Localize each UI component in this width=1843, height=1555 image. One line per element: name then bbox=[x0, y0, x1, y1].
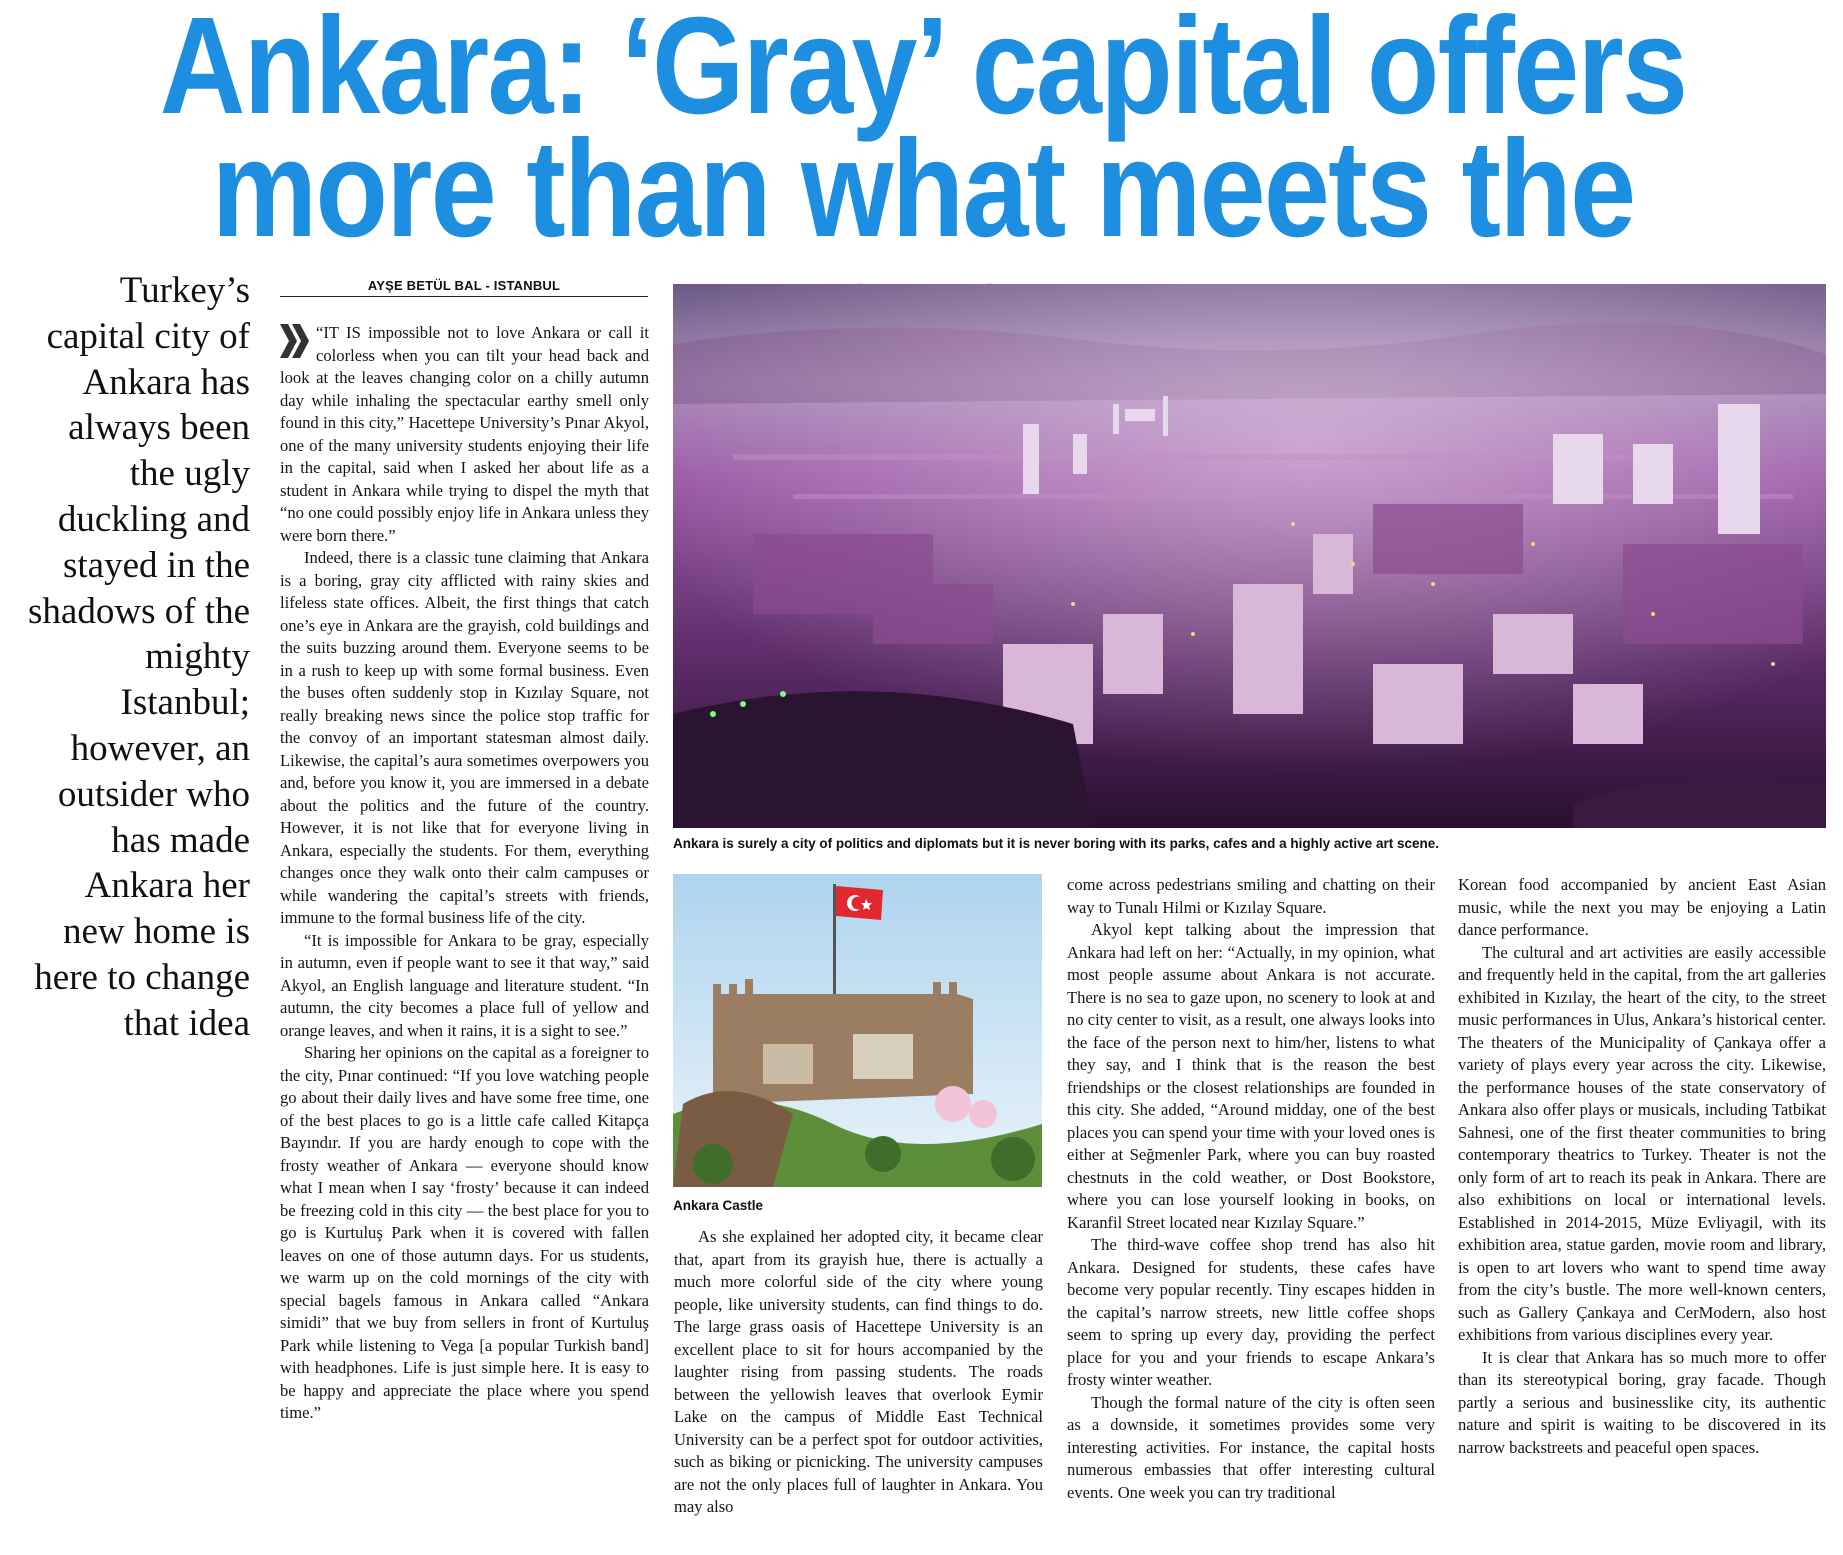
paragraph-continuation: Korean food accompanied by ancient East Asian music, while the next you may be enjoying a Latin dance performance. bbox=[1458, 875, 1826, 939]
paragraph: As she explained her adopted city, it became clear that, apart from its grayish hue, there is actually a much more colorful side of the city where young people, like university students, can find things to do. The large grass oasis of Hacettepe University is an excellent place to sit for hours accompanied by the laughter rising from passing students. The roads between the yellowish leaves that overlook Eymir Lake on the campus of Middle East Technical University can be a perfect spot for outdoor activities, such as biking or picnicking. The university campuses are not the only places full of laughter in Ankara. You may also bbox=[674, 1227, 1043, 1516]
ankara-castle-photo bbox=[673, 874, 1042, 1187]
main-photo-caption: Ankara is surely a city of politics and diplomats but it is never boring with its parks, cafes and a highly active art scene. bbox=[673, 836, 1439, 851]
paragraph-continuation: come across pedestrians smiling and chatting on their way to Tunalı Hilmi or Kızılay Square. bbox=[1067, 875, 1435, 917]
byline: AYŞE BETÜL BAL - ISTANBUL bbox=[280, 278, 648, 297]
ankara-cityscape-photo bbox=[673, 284, 1826, 828]
paragraph: Akyol kept talking about the impression that Ankara had left on her: “Actually, in my opinion, what most people assume about Ankara is not accurate. There is no sea to gaze upon, no scenery to look at and no city center to visit, as a result, one always looks into the face of the person next to him/her, listens to what they say, and I think that is the reason the best friendships or the closest relationships are founded in this city. She added, “Around midday, one of the best places you can spend your time with your loved ones is either at Seğmenler Park, where you can buy roasted chestnuts in the cold weather, or Dost Bookstore, where you can lose yourself looking in books, on Karanfil Street located near Kızılay Square.” bbox=[1067, 920, 1435, 1232]
paragraph: It is clear that Ankara has so much more to offer than its stereotypical boring, gray facade. Though partly a serious and businesslike city, its authentic nature and spirit is waiting to be discovered in its narrow backstreets and peaceful open spaces. bbox=[1458, 1347, 1826, 1457]
paragraph: Sharing her opinions on the capital as a foreigner to the city, Pınar continued: “If you love watching people go about their daily lives and have some free time, one of the best places to go is a little cafe called Kitapça Bayındır. If you are hardy enough to cope with the frosty weather of Ankara — everyone should know what I mean when I say ‘frosty’ because it can indeed be freezing cold in this city — the best place for you to go is Kurtuluş Park when it is covered with fallen leaves on one of those autumn days. For us students, we warm up on the cold mornings of the city with special bagels famous in Ankara called “Ankara simidi” that we buy from sellers in front of Kurtuluş Park while listening to Vega [a popular Turkish band] with headphones. Life is just simple here. It is easy to be happy and appreciate the place where you spend time.” bbox=[280, 1043, 649, 1422]
article-column-3 bbox=[1067, 874, 1435, 1504]
article-column-4 bbox=[1458, 874, 1826, 1459]
paragraph: “IT IS impossible not to love Ankara or call it colorless when you can tilt your head back and look at the leaves changing color on a chilly autumn day while inhaling the spectacular earthy smell only found in this city,” Hacettepe University’s Pınar Akyol, one of the many university students enjoying their life in the capital, said when I asked her about life as a student in Ankara while trying to dispel the myth that “no one could possibly enjoy life in Ankara unless they were born there.” bbox=[280, 323, 649, 545]
article-column-2 bbox=[674, 1226, 1043, 1519]
castle-photo-caption: Ankara Castle bbox=[673, 1198, 764, 1213]
paragraph: “It is impossible for Ankara to be gray, especially in autumn, even if people want to see it that way,” said Akyol, an English language and literature student. “In autumn, the city becomes a place full of yellow and orange leaves, and when it rains, it is a sight to see.” bbox=[280, 930, 649, 1040]
paragraph: Indeed, there is a classic tune claiming that Ankara is a boring, gray city afflicted with rainy skies and lifeless state offices. Albeit, the first things that catch one’s eye in Ankara are the grayish, cold buildings and the suits buzzing around them. Everyone seems to be in a rush to keep up with some formal business. Even the buses often suddenly stop in Kızılay Square, not really breaking news since the police stop traffic for the convoy of an important statesman almost daily. Likewise, the capital’s aura sometimes overpowers you and, before you know it, you are immersed in a debate about the politics and the future of the country. However, it is not like that for everyone living in Ankara, especially the students. For them, everything changes once they walk onto their calm campuses or while wandering the capital’s streets with friends, immune to the formal business life of the city. bbox=[280, 548, 649, 927]
paragraph: The third-wave coffee shop trend has also hit Ankara. Designed for students, these cafes have become very popular recently. Tiny escapes hidden in the capital’s narrow streets, new little coffee shops seem to spring up every day, providing the perfect place for you and your friends to escape Ankara’s frosty winter weather. bbox=[1067, 1235, 1435, 1389]
article-column-1 bbox=[280, 322, 649, 1425]
paragraph: The cultural and art activities are easily accessible and frequently held in the capital, from the art galleries exhibited in Kızılay, the heart of the city, to the street music performances in Ulus, Ankara’s historical center. The theaters of the Municipality of Çankaya offer a variety of plays every year across the city. Likewise, the performance houses of the state conservatory of Ankara also offer plays or musicals, including Tatbikat Sahnesi, one of the first theater communities to bring contemporary theatrics to Turkey. Theater is not the only form of art to reach its peak in Ankara. There are also exhibitions on local or international levels. Established in 2014-2015, Müze Evliyagil, with its exhibition area, statue garden, movie room and library, is open to art lovers who want to spend time away from the city’s bustle. The more well-known centers, such as Gallery Çankaya and CerModern, also host exhibitions from various disciplines every year. bbox=[1458, 942, 1826, 1344]
headline-line-1: Ankara: ‘Gray’ capital offers bbox=[159, 0, 1687, 143]
paragraph: Though the formal nature of the city is often seen as a downside, it sometimes provides some very interesting activities. For instance, the capital hosts numerous embassies that offer interesting cultural events. One week you can try traditional bbox=[1067, 1392, 1435, 1502]
headline-line-2: more than what meets the bbox=[211, 112, 1635, 266]
double-chevron-icon bbox=[280, 324, 310, 358]
standfirst: Turkey’s capital city of Ankara has always been the ugly duckling and stayed in the shadows of the mighty Istanbul; however, an outsider who has made Ankara her new home is here to change that idea bbox=[28, 270, 250, 1044]
